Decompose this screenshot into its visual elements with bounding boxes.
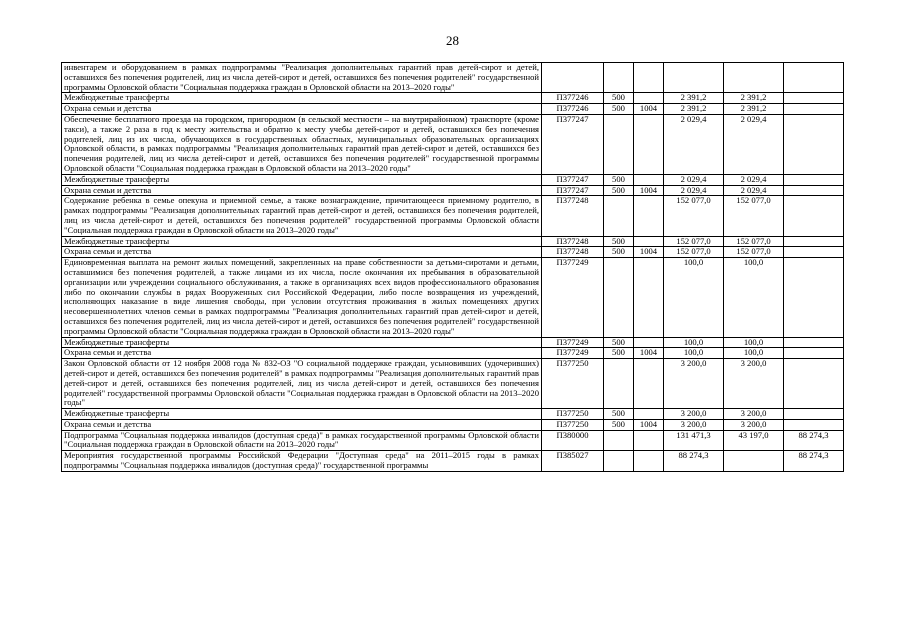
amount-federal-cell xyxy=(784,337,844,348)
amount-total-cell: 152 077,0 xyxy=(664,196,724,236)
row-name-cell: Охрана семьи и детства xyxy=(62,247,542,258)
table-row xyxy=(62,104,844,115)
amount-total-cell: 152 077,0 xyxy=(664,247,724,258)
amount-federal-cell: 88 274,3 xyxy=(784,430,844,451)
table-row xyxy=(62,174,844,185)
amount-total-cell: 2 391,2 xyxy=(664,104,724,115)
amount-federal-cell xyxy=(784,419,844,430)
amount-total-cell: 2 029,4 xyxy=(664,185,724,196)
section-cell xyxy=(634,258,664,337)
amount-regional-cell: 100,0 xyxy=(724,348,784,359)
section-cell xyxy=(634,337,664,348)
amount-federal-cell xyxy=(784,359,844,409)
expense-type-cell: 500 xyxy=(604,104,634,115)
row-name-cell: Межбюджетные трансферты xyxy=(62,337,542,348)
row-name-cell: Межбюджетные трансферты xyxy=(62,93,542,104)
row-name-cell: Межбюджетные трансферты xyxy=(62,236,542,247)
expense-type-cell: 500 xyxy=(604,419,634,430)
amount-regional-cell: 100,0 xyxy=(724,258,784,337)
target-code-cell: П377250 xyxy=(542,409,604,420)
amount-regional-cell: 3 200,0 xyxy=(724,409,784,420)
amount-regional-cell: 100,0 xyxy=(724,337,784,348)
amount-regional-cell xyxy=(724,451,784,472)
expense-type-cell: 500 xyxy=(604,247,634,258)
target-code-cell: П377248 xyxy=(542,236,604,247)
expense-type-cell xyxy=(604,63,634,93)
budget-table xyxy=(61,62,844,472)
amount-total-cell: 88 274,3 xyxy=(664,451,724,472)
section-cell xyxy=(634,174,664,185)
section-cell xyxy=(634,196,664,236)
amount-total-cell: 100,0 xyxy=(664,337,724,348)
row-name-cell: Закон Орловской области от 12 ноября 2008 года № 832-ОЗ "О социальной поддержке граждан, усыновивших (удочеривших) детей-сирот и детей, оставшихся без попечения родителей" в рамках подпрограммы "Реализация дополнительных гарантий прав детей-сирот и детей, оставшихся без попечения родителей, лиц из числа детей-сирот и детей, оставшихся без попечения родителей" государственной программы Орловской области "Социальная поддержка граждан в Орловской области на 2013–2020 годы" xyxy=(62,359,542,409)
expense-type-cell: 500 xyxy=(604,348,634,359)
section-cell xyxy=(634,236,664,247)
table-row xyxy=(62,247,844,258)
amount-regional-cell: 2 029,4 xyxy=(724,185,784,196)
expense-type-cell xyxy=(604,451,634,472)
section-cell: 1004 xyxy=(634,419,664,430)
amount-regional-cell: 2 391,2 xyxy=(724,93,784,104)
section-cell: 1004 xyxy=(634,185,664,196)
section-cell xyxy=(634,63,664,93)
amount-total-cell xyxy=(664,63,724,93)
amount-total-cell: 2 029,4 xyxy=(664,114,724,174)
amount-total-cell: 2 029,4 xyxy=(664,174,724,185)
section-cell xyxy=(634,409,664,420)
amount-regional-cell: 152 077,0 xyxy=(724,236,784,247)
row-name-cell: Охрана семьи и детства xyxy=(62,104,542,115)
target-code-cell: П377249 xyxy=(542,348,604,359)
table-row xyxy=(62,409,844,420)
section-cell: 1004 xyxy=(634,104,664,115)
row-name-cell: Охрана семьи и детства xyxy=(62,185,542,196)
amount-federal-cell xyxy=(784,236,844,247)
expense-type-cell: 500 xyxy=(604,185,634,196)
expense-type-cell: 500 xyxy=(604,337,634,348)
target-code-cell: П377246 xyxy=(542,93,604,104)
target-code-cell: П380000 xyxy=(542,430,604,451)
expense-type-cell xyxy=(604,114,634,174)
table-row xyxy=(62,258,844,337)
expense-type-cell xyxy=(604,430,634,451)
table-row xyxy=(62,93,844,104)
target-code-cell: П377247 xyxy=(542,114,604,174)
section-cell xyxy=(634,93,664,104)
amount-regional-cell: 152 077,0 xyxy=(724,196,784,236)
amount-total-cell: 3 200,0 xyxy=(664,359,724,409)
amount-federal-cell xyxy=(784,247,844,258)
table-row xyxy=(62,114,844,174)
row-name-cell: Обеспечение бесплатного проезда на городском, пригородном (в сельской местности – на внутрирайонном) транспорте (кроме такси), а также 2 раза в год к месту жительства и обратно к месту учебы детей-сирот и детей, оставшихся без попечения родителей, лиц из их числа, обучающихся в государственных областных, муниципальных образовательных организациях Орловской области, в рамках подпрограммы "Реализация дополнительных гарантий прав детей-сирот и детей, оставшихся без попечения родителей, лиц из числа детей-сирот и детей, оставшихся без попечения родителей" государственной программы Орловской области "Социальная поддержка граждан в Орловской области на 2013–2020 годы" xyxy=(62,114,542,174)
expense-type-cell: 500 xyxy=(604,409,634,420)
target-code-cell xyxy=(542,63,604,93)
row-name-cell: Содержание ребенка в семье опекуна и приемной семье, а также вознаграждение, причитающееся приемному родителю, в рамках подпрограммы "Реализация дополнительных гарантий прав детей-сирот и детей, оставшихся без попечения родителей, лиц из числа детей-сирот и детей, оставшихся без попечения родителей" государственной программы Орловской области "Социальная поддержка граждан в Орловской области на 2013–2020 годы" xyxy=(62,196,542,236)
section-cell xyxy=(634,451,664,472)
table-row xyxy=(62,451,844,472)
section-cell xyxy=(634,430,664,451)
table-row xyxy=(62,430,844,451)
amount-regional-cell: 43 197,0 xyxy=(724,430,784,451)
amount-total-cell: 131 471,3 xyxy=(664,430,724,451)
amount-federal-cell xyxy=(784,196,844,236)
target-code-cell: П377248 xyxy=(542,196,604,236)
amount-regional-cell: 3 200,0 xyxy=(724,419,784,430)
amount-total-cell: 3 200,0 xyxy=(664,409,724,420)
target-code-cell: П377250 xyxy=(542,419,604,430)
amount-federal-cell xyxy=(784,185,844,196)
row-name-cell: инвентарем и оборудованием в рамках подпрограммы "Реализация дополнительных гарантий прав детей-сирот и детей, оставшихся без попечения родителей, лиц из числа детей-сирот и детей, оставшихся без попечения родителей" государственной программы Орловской области "Социальная поддержка граждан в Орловской области на 2013–2020 годы" xyxy=(62,63,542,93)
amount-regional-cell xyxy=(724,63,784,93)
row-name-cell: Подпрограмма "Социальная поддержка инвалидов (доступная среда)" в рамках государственной программы Орловской области "Социальная поддержка граждан в Орловской области на 2013–2020 годы" xyxy=(62,430,542,451)
target-code-cell: П377249 xyxy=(542,258,604,337)
amount-federal-cell xyxy=(784,258,844,337)
target-code-cell: П377246 xyxy=(542,104,604,115)
row-name-cell: Межбюджетные трансферты xyxy=(62,174,542,185)
expense-type-cell: 500 xyxy=(604,93,634,104)
expense-type-cell: 500 xyxy=(604,174,634,185)
expense-type-cell: 500 xyxy=(604,236,634,247)
row-name-cell: Мероприятия государственной программы Российской Федерации "Доступная среда" на 2011–2015 годы в рамках подпрограммы "Социальная поддержка инвалидов (доступная среда)" государственной программы xyxy=(62,451,542,472)
page-number: 28 xyxy=(446,33,459,48)
table-row xyxy=(62,185,844,196)
table-row xyxy=(62,419,844,430)
amount-total-cell: 152 077,0 xyxy=(664,236,724,247)
amount-federal-cell xyxy=(784,348,844,359)
section-cell: 1004 xyxy=(634,247,664,258)
row-name-cell: Охрана семьи и детства xyxy=(62,419,542,430)
amount-federal-cell xyxy=(784,93,844,104)
amount-federal-cell: 88 274,3 xyxy=(784,451,844,472)
table-body xyxy=(62,63,844,472)
amount-federal-cell xyxy=(784,63,844,93)
row-name-cell: Единовременная выплата на ремонт жилых помещений, закрепленных на праве собственности за детьми-сиротами и детьми, оставшимися без попечения родителей, а также лицами из их числа, после окончания их пребывания в образовательной организации или учреждении социального обслуживания, а также в организациях всех видов профессионального образования либо по окончании службы в рядах Вооруженных сил Российской Федерации, либо после возвращения из учреждений, исполняющих наказание в виде лишения свободы, при условии отсутствия проживания в жилых помещениях других несовершеннолетних членов семьи в рамках подпрограммы "Реализация дополнительных гарантий прав детей-сирот и детей, оставшихся без попечения родителей, лиц из числа детей-сирот и детей, оставшихся без попечения родителей" государственной программы Орловской области "Социальная поддержка граждан в Орловской области на 2013–2020 годы" xyxy=(62,258,542,337)
amount-total-cell: 3 200,0 xyxy=(664,419,724,430)
amount-federal-cell xyxy=(784,104,844,115)
table-row xyxy=(62,196,844,236)
amount-regional-cell: 2 029,4 xyxy=(724,174,784,185)
expense-type-cell xyxy=(604,196,634,236)
target-code-cell: П377249 xyxy=(542,337,604,348)
row-name-cell: Охрана семьи и детства xyxy=(62,348,542,359)
row-name-cell: Межбюджетные трансферты xyxy=(62,409,542,420)
target-code-cell: П377250 xyxy=(542,359,604,409)
target-code-cell: П377248 xyxy=(542,247,604,258)
target-code-cell: П377247 xyxy=(542,185,604,196)
section-cell xyxy=(634,114,664,174)
table-row xyxy=(62,348,844,359)
table-row xyxy=(62,359,844,409)
target-code-cell: П385027 xyxy=(542,451,604,472)
expense-type-cell xyxy=(604,359,634,409)
amount-regional-cell: 3 200,0 xyxy=(724,359,784,409)
amount-federal-cell xyxy=(784,114,844,174)
amount-regional-cell: 152 077,0 xyxy=(724,247,784,258)
target-code-cell: П377247 xyxy=(542,174,604,185)
expense-type-cell xyxy=(604,258,634,337)
amount-total-cell: 100,0 xyxy=(664,348,724,359)
amount-federal-cell xyxy=(784,174,844,185)
amount-regional-cell: 2 029,4 xyxy=(724,114,784,174)
amount-total-cell: 2 391,2 xyxy=(664,93,724,104)
table-row xyxy=(62,63,844,93)
amount-federal-cell xyxy=(784,409,844,420)
section-cell xyxy=(634,359,664,409)
table-row xyxy=(62,236,844,247)
amount-total-cell: 100,0 xyxy=(664,258,724,337)
table-row xyxy=(62,337,844,348)
section-cell: 1004 xyxy=(634,348,664,359)
amount-regional-cell: 2 391,2 xyxy=(724,104,784,115)
